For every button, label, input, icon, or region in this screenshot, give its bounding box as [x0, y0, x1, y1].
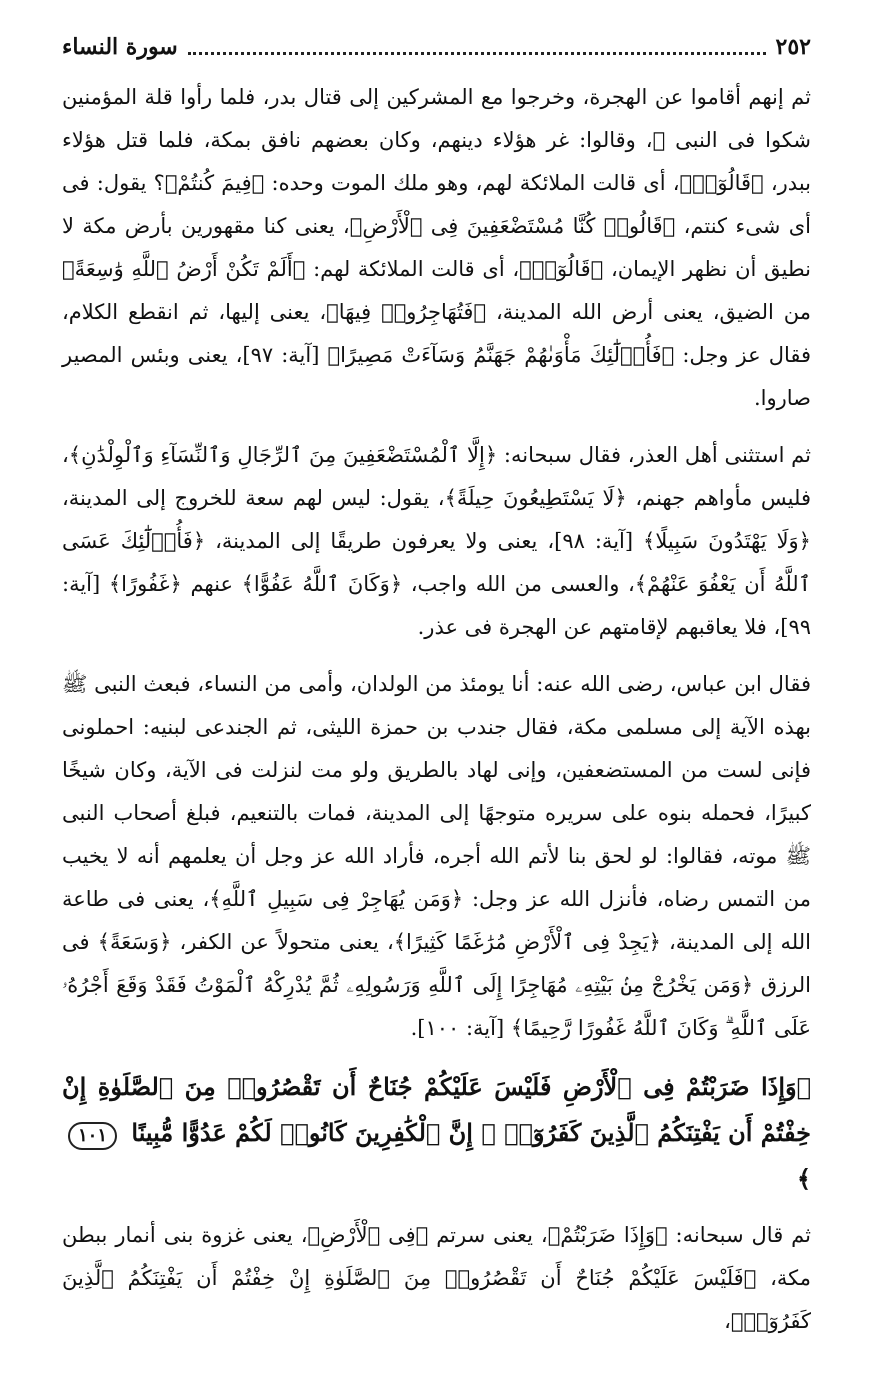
page-header — [62, 34, 811, 76]
ayah-number-marker: ١٠١ — [68, 1122, 117, 1150]
paragraph-1: ثم إنهم أقاموا عن الهجرة، وخرجوا مع المشركين إلى قتال بدر، فلما رأوا قلة المؤمنين شكوا فى النبى ﷺ، وقالوا: غر هؤلاء دينهم، وكان بعضهم نافق بمكة، فلما قتل هؤلاء ببدر، ﴿قَالُوٓا۟﴾، أى قالت الملائكة لهم، وهو ملك الموت وحده: ﴿فِيمَ كُنتُمْ﴾؟ يقول: فى أى شىء كنتم، ﴿قَالُوا۟ كُنَّا مُسْتَضْعَفِينَ فِى ٱلْأَرْضِ﴾، يعنى كنا مقهورين بأرض مكة لا نطيق أن نظهر الإيمان، ﴿قَالُوٓا۟﴾، أى قالت الملائكة لهم: ﴿أَلَمْ تَكُنْ أَرْضُ ٱللَّهِ وَٰسِعَةً﴾ من الضيق، يعنى أرض الله المدينة، ﴿فَتُهَاجِرُوا۟ فِيهَا﴾، يعنى إليها، ثم انقطع الكلام، فقال عز وجل: ﴿فَأُو۟لَٰٓئِكَ مَأْوَىٰهُمْ جَهَنَّمُ وَسَآءَتْ مَصِيرًا﴾ [آية: ٩٧]، يعنى وبئس المصير صاروا. — [62, 85, 812, 410]
header-leader-dots — [188, 52, 766, 55]
paragraph-3: فقال ابن عباس، رضى الله عنه: أنا يومئذ من الولدان، وأمى من النساء، فبعث النبى ﷺ بهذه الآية إلى مسلمى مكة، فقال جندب بن حمزة الليثى، ثم الجندعى لبنيه: احملونى فإنى لست من المستضعفين، وإنى لهاد بالطريق ولو مت لنزلت فى الآية، وكان شيخًا كبيرًا، فحمله بنوه على سريره متوجهًا إلى المدينة، فمات بالتنعيم، فبلغ أصحاب النبى ﷺ موته، فقالوا: لو لحق بنا لأتم الله أجره، فأراد الله عز وجل أن يعلمهم أنه لا يخيب من التمس رضاه، فأنزل الله عز وجل: ﴿وَمَن يُهَاجِرْ فِى سَبِيلِ ٱللَّهِ﴾، يعنى فى طاعة الله إلى المدينة، ﴿يَجِدْ فِى ٱلْأَرْضِ مُرَٰغَمًا كَثِيرًا﴾، يعنى متحولاً عن الكفر، ﴿وَسَعَةً﴾ فى الرزق ﴿وَمَن يَخْرُجْ مِنۢ بَيْتِهِۦ مُهَاجِرًا إِلَى ٱللَّهِ وَرَسُولِهِۦ ثُمَّ يُدْرِكْهُ ٱلْمَوْتُ فَقَدْ وَقَعَ أَجْرُهُۥ عَلَى ٱللَّهِ ۗ وَكَانَ ٱللَّهُ غَفُورًا رَّحِيمًا﴾ [آية: ١٠٠]. — [62, 672, 811, 1040]
verse-close-bracket: ﴾ — [796, 1164, 811, 1193]
quran-verse-block — [62, 1064, 811, 1202]
page-number: ٢٥٢ — [775, 34, 811, 60]
paragraph-2: ثم استثنى أهل العذر، فقال سبحانه: ﴿إِلَّا ٱلْمُسْتَضْعَفِينَ مِنَ ٱلرِّجَالِ وَٱلنِّسَآءِ وَٱلْوِلْدَٰنِ﴾، فليس مأواهم جهنم، ﴿لَا يَسْتَطِيعُونَ حِيلَةً﴾، يقول: ليس لهم سعة للخروج إلى المدينة، ﴿وَلَا يَهْتَدُونَ سَبِيلًا﴾ [آية: ٩٨]، يعنى ولا يعرفون طريقًا إلى المدينة، ﴿فَأُو۟لَٰٓئِكَ عَسَى ٱللَّهُ أَن يَعْفُوَ عَنْهُمْ﴾، والعسى من الله واجب، ﴿وَكَانَ ٱللَّهُ عَفُوًّا﴾ عنهم ﴿غَفُورًا﴾ [آية: ٩٩]، فلا يعاقبهم لإقامتهم عن الهجرة فى عذر. — [62, 443, 811, 639]
verse-text: ﴿وَإِذَا ضَرَبْتُمْ فِى ٱلْأَرْضِ فَلَيْسَ عَلَيْكُمْ جُنَاحٌ أَن تَقْصُرُوا۟ مِنَ ٱلصَّلَوٰةِ إِنْ خِفْتُمْ أَن يَفْتِنَكُمُ ٱلَّذِينَ كَفَرُوٓا۟ ۚ إِنَّ ٱلْكَٰفِرِينَ كَانُوا۟ لَكُمْ عَدُوًّا مُّبِينًا — [62, 1072, 811, 1147]
surah-title: سورة النساء — [62, 34, 178, 60]
paragraph-4: ثم قال سبحانه: ﴿وَإِذَا ضَرَبْتُمْ﴾، يعنى سرتم ﴿فِى ٱلْأَرْضِ﴾، يعنى غزوة بنى أنمار ببطن مكة، ﴿فَلَيْسَ عَلَيْكُمْ جُنَاحٌ أَن تَقْصُرُوا۟ مِنَ ٱلصَّلَوٰةِ إِنْ خِفْتُمْ أَن يَفْتِنَكُمُ ٱلَّذِينَ كَفَرُوٓا۟﴾، — [62, 1223, 811, 1333]
